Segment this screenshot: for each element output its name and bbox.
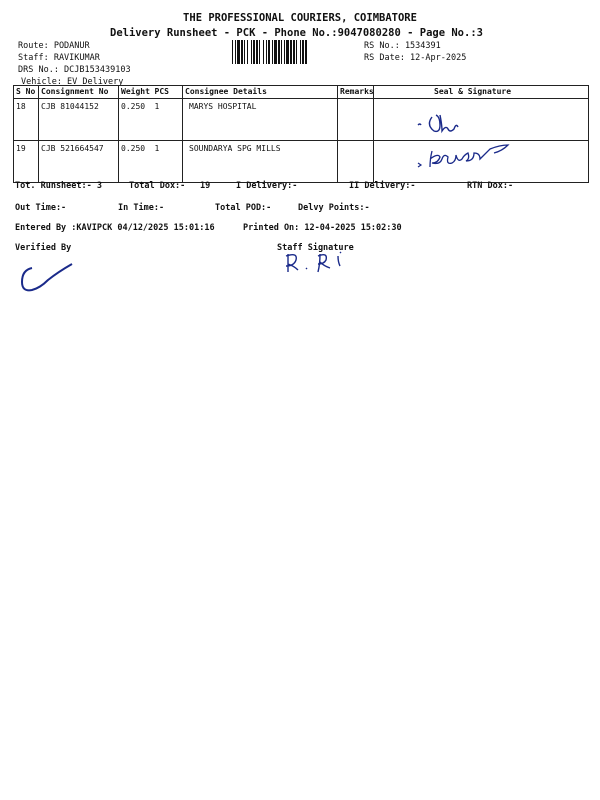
table-row (14, 99, 589, 141)
staff-signature (280, 250, 360, 278)
column-header: Remarks (338, 86, 374, 99)
total-dox-value: 19 (200, 181, 211, 191)
rs-date: RS Date: 12-Apr-2025 (364, 53, 467, 63)
consignment-cell: CJB 81044152 (39, 99, 119, 141)
table-row (14, 141, 589, 183)
weight-cell: 0.250 (119, 99, 153, 141)
staff-label: Staff: RAVIKUMAR (18, 53, 100, 63)
i-delivery-label: I Delivery:- (236, 181, 298, 191)
out-time-label: Out Time:- (15, 203, 67, 213)
weight-cell: 0.250 (119, 141, 153, 183)
sno-cell: 18 (14, 99, 39, 141)
verifier-signature (18, 260, 78, 296)
runsheet-meta-right (364, 40, 466, 64)
total-runsheet-label: Tot. Runsheet:- 3 (15, 181, 102, 191)
table-header-row (14, 86, 589, 99)
signature-cell (374, 99, 589, 141)
total-dox-label: Total Dox:- (129, 181, 186, 191)
column-header: Seal & Signature (374, 86, 589, 99)
vehicle-label: Vehicle: EV Delivery (21, 77, 124, 87)
column-header: S No (14, 86, 39, 99)
remarks-cell (338, 141, 374, 183)
handwritten-signature (414, 109, 514, 137)
remarks-cell (338, 99, 374, 141)
rs-number: RS No.: 1534391 (364, 41, 441, 51)
rtn-dox-label: RTN Dox:- (467, 181, 514, 191)
verified-by-label: Verified By (15, 243, 72, 253)
total-pod-label: Total POD:- (215, 203, 272, 213)
entered-by: Entered By :KAVIPCK 04/12/2025 15:01:16 (15, 223, 215, 233)
sno-cell: 19 (14, 141, 39, 183)
barcode-image (232, 40, 354, 64)
route-label: Route: PODANUR (18, 41, 90, 51)
column-header: Consignee Details (183, 86, 338, 99)
column-header: PCS (153, 86, 183, 99)
drs-label: DRS No.: DCJB153439103 (18, 65, 131, 75)
document-title: THE PROFESSIONAL COURIERS, COIMBATORE (183, 12, 417, 24)
column-header: Weight (119, 86, 153, 99)
printed-on: Printed On: 12-04-2025 15:02:30 (243, 223, 402, 233)
delvy-points-label: Delvy Points:- (298, 203, 370, 213)
handwritten-signature (414, 147, 584, 177)
consignee-cell: MARYS HOSPITAL (183, 99, 338, 141)
pcs-cell: 1 (153, 141, 183, 183)
consignment-cell: CJB 521664547 (39, 141, 119, 183)
in-time-label: In Time:- (118, 203, 165, 213)
ii-delivery-label: II Delivery:- (349, 181, 416, 191)
pcs-cell: 1 (153, 99, 183, 141)
consignee-cell: SOUNDARYA SPG MILLS (183, 141, 338, 183)
staff-signature-label: Staff Signature (277, 243, 354, 253)
runsheet-table (13, 85, 589, 183)
runsheet-meta-left (18, 40, 131, 88)
column-header: Consignment No (39, 86, 119, 99)
signature-cell (374, 141, 589, 183)
document-subtitle: Delivery Runsheet - PCK - Phone No.:9047080280 - Page No.:3 (110, 27, 483, 39)
